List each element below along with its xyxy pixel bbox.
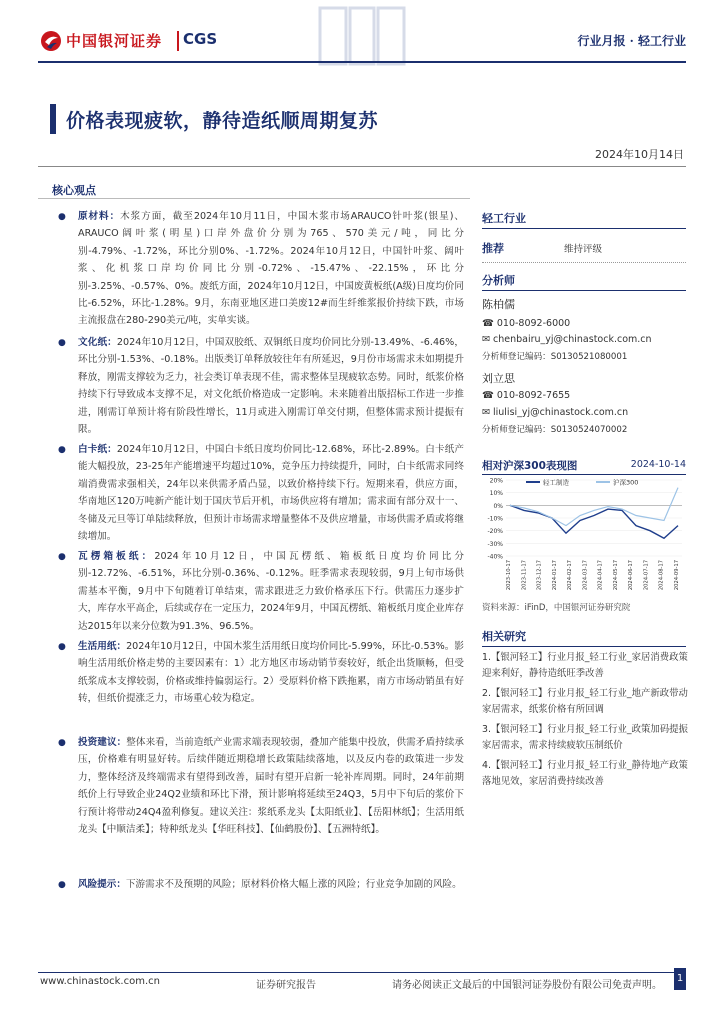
bullet-paragraph [78,548,464,635]
analyst-phone: ☎ 010-8092-7655 [482,390,571,401]
bullet-paragraph [78,734,464,838]
bullet-text: 2024年10月12日，中国瓦楞纸、箱板纸日度均价同比分别-12.72%、-6.51%，环比分别-0.36%、-0.12%。旺季需求表现较弱，9月上旬市场供需基本平衡，9月中下旬随着订单结束，需求跟进乏力致价格承压下行。供需压力逐步扩大，库存水平高企，后续或存在一定压力，2024年9月，中国瓦楞纸、箱板纸月度企业库存达2015年以来分位数为91.3%、96.5%。 [78,551,464,632]
footer-disclaimer: 请务必阅读正文最后的中国银河证券股份有限公司免责声明。 [392,980,662,991]
chart-title: 相对沪深300表现图 [482,460,578,472]
bullet-paragraph [78,208,464,330]
bullet-label: 投资建议： [78,737,127,748]
header-divider [38,61,686,63]
y-tick-label: -30% [487,540,503,548]
bullet-label: 生活用纸： [78,641,127,652]
sidebar-divider [482,646,686,647]
y-tick-label: 0% [493,502,503,510]
series-line-index [510,488,678,526]
bullet-text: 2024年10月12日，中国木浆生活用纸日度均价同比-5.99%，环比-0.53%。影响生活用纸价格走势的主要因素有：1）北方地区市场动销节奏较好，纸企出货顺畅，但受纸浆成本支撑较弱，价格或维持偏弱运行。2）受原料价格下跌拖累，南方市场动销虽有好转，但纸价提涨乏力，市场重心较为稳定。 [78,641,464,705]
bullet-text: 木浆方面，截至2024年10月11日，中国木浆市场ARAUCO针叶浆(银星)、ARAUCO阔叶浆(明星)口岸外盘价分别为765、570美元/吨，同比分别-4.79%、-1.72%，环比分别0%、-1.72%。2024年10月12日，中国针叶浆、阔叶浆、化机浆口岸均价同比分别-0.72%、-15.47%、-22.15%，环比分别-3.25%、-0.57%、0%。废纸方面，2024年10月12日，中国废黄板纸(A级)日度均价同比-6.52%，环比-1.28%。9月，东南亚地区进口美废12#而生纤维浆报价持续下跌，市场主流报盘在280-290美元/吨，实单实谈。 [78,211,464,327]
phone-icon: ☎ [482,390,497,401]
x-tick-label: 2024-07-17 [643,560,650,591]
analyst-email[interactable]: ✉ liulisi_yj@chinastock.com.cn [482,407,629,418]
sidebar-divider [482,228,686,229]
bullet-paragraph [78,638,464,708]
phone-icon: ☎ [482,318,497,329]
x-tick-label: 2024-06-17 [628,560,635,591]
bullet-marker: ● [58,338,66,348]
bullet-marker: ● [58,738,66,748]
rating-label: 推荐 [482,242,504,255]
chart-source: 资料来源：iFinD，中国银河证券研究院 [482,603,631,613]
y-tick-label: -10% [487,515,503,523]
email-icon: ✉ [482,334,493,345]
bullet-label: 原材料： [78,211,121,222]
bullet-text: 整体来看，当前造纸产业需求端表现较弱，叠加产能集中投放，供需矛盾持续承压，价格难有明显好转。后续伴随近期稳增长政策陆续落地，以及反内卷的政策进一步发力，整体经济及终端需求有望得到改善，届时有望开启新一轮补库周期。同时，24年前期纸价上行导致企业24Q2业绩和环比下滑，预计影响将延续至24Q3，5月中下旬后的浆价下行预计将带动24Q4盈利修复。建议关注：浆纸系龙头【太阳纸业】、【岳阳林纸】；生活用纸龙头【中顺洁柔】；特种纸龙头【华旺科技】、【仙鹤股份】、【五洲特纸】。 [78,737,465,836]
analyst-phone: ☎ 010-8092-6000 [482,318,571,329]
analyst-name: 刘立思 [482,372,515,385]
bullet-marker: ● [58,880,66,890]
report-date: 2024年10月14日 [595,148,684,161]
analyst-cert: 分析师登记编码：S0130524070002 [482,425,628,435]
footer-url[interactable]: www.chinastock.com.cn [40,976,160,987]
x-tick-label: 2024-05-17 [612,560,619,591]
bullet-text: 2024年10月12日，中国白卡纸日度均价同比-12.68%，环比-2.89%。白卡纸产能大幅投放，23-25年产能增速平均超过10%，竞争压力持续提升，同时，白卡纸需求同终端消费需求强相关，24年以来供需矛盾凸显，以致价格持续下行。短期来看，供应方面，华南地区120万吨新产能计划于国庆节后开机，市场供应将有增加；需求面有部分双十一、冬储及元旦等订单陆续释放，但预计市场需求增量整体不及供应增量，市场供需矛盾或将继续增加。 [78,444,465,543]
analyst-cert: 分析师登记编码：S0130521080001 [482,352,628,362]
legend-label: 轻工制造 [543,478,569,487]
analyst-name: 陈柏儒 [482,298,515,311]
y-tick-label: -20% [487,528,503,536]
title-divider [38,166,686,167]
footer-divider [38,972,686,973]
legend-label: 沪深300 [613,478,639,487]
x-tick-label: 2024-08-17 [658,560,665,591]
section-divider [38,198,470,199]
bullet-marker: ● [58,445,66,455]
bullet-paragraph [78,876,464,893]
y-tick-label: -40% [487,553,503,561]
bullet-marker: ● [58,552,66,562]
sidebar-industry: 轻工行业 [482,212,526,225]
bullet-label: 白卡纸： [78,444,117,455]
analyst-heading: 分析师 [482,274,515,287]
x-tick-label: 2024-02-17 [567,560,574,591]
bullet-text: 2024年10月12日，中国双胶纸、双铜纸日度均价同比分别-13.49%、-6.46%，环比分别-1.53%、-0.18%。出版类订单释放较往年有所延迟，9月份市场需求未如期提升释放，刚需支撑较为乏力，社会类订单表现不佳，需求整体呈现疲软态势。同时，纸浆价格持续下行导致成本支撑不足，对文化纸价格造成一定影响。未来随着出版招标工作进一步推进，刚需订单预计将有阶段性增长，11月或进入刚需订单交付期，但整体需求预计提振有限。 [78,337,465,436]
title-accent-bar [50,104,56,134]
email-icon: ✉ [482,407,493,418]
brand-logo-icon [40,30,62,52]
chart-divider [482,474,686,475]
y-tick-label: 20% [489,477,503,485]
bullet-paragraph [78,334,464,438]
bullet-label: 文化纸： [78,337,117,348]
x-tick-label: 2024-03-17 [582,560,589,591]
chart-date: 2024-10-14 [630,459,686,470]
bullet-paragraph [78,441,464,545]
bullet-label: 风险提示： [78,879,126,890]
x-tick-label: 2023-10-17 [506,560,512,591]
watermark-logo [318,6,406,66]
page-number: 1 [674,968,686,990]
x-tick-label: 2024-09-17 [674,560,680,591]
related-report-link[interactable]: 4.【银河轻工】行业月报_轻工行业_静待地产政策落地见效，家居消费持续改善 [482,760,688,787]
x-tick-label: 2024-01-17 [551,560,558,591]
related-report-link[interactable]: 2.【银河轻工】行业月报_轻工行业_地产新政带动家居需求，纸浆价格有所回调 [482,688,688,715]
bullet-text: 下游需求不及预期的风险；原材料价格大幅上涨的风险；行业竞争加剧的风险。 [125,879,462,890]
y-tick-label: 10% [489,490,503,498]
related-heading: 相关研究 [482,630,526,643]
bullet-label: 瓦楞箱板纸： [78,551,155,562]
sidebar-dotted-divider [482,262,686,263]
sidebar-divider [482,290,686,291]
x-tick-label: 2023-12-17 [536,560,543,591]
relative-performance-chart [482,476,686,598]
x-tick-label: 2024-04-17 [597,560,604,591]
rating-value: 维持评级 [564,244,603,255]
analyst-email[interactable]: ✉ chenbairu_yj@chinastock.com.cn [482,334,652,345]
brand-name: 中国银河证券 [66,32,163,50]
report-title: 价格表现疲软，静待造纸顺周期复苏 [66,110,379,132]
bullet-marker: ● [58,642,66,652]
brand-divider [177,31,179,51]
bullet-marker: ● [58,212,66,222]
related-report-link[interactable]: 1.【银河轻工】行业月报_轻工行业_家居消费政策迎来利好，静待造纸旺季改善 [482,652,688,679]
x-tick-label: 2023-11-17 [521,560,528,591]
footer-doc-type: 证券研究报告 [256,980,316,991]
brand-code: CGS [183,30,218,48]
report-type: 行业月报 · 轻工行业 [577,34,686,48]
related-report-link[interactable]: 3.【银河轻工】行业月报_轻工行业_政策加码提振家居需求，需求持续疲软压制纸价 [482,724,688,751]
section-title: 核心观点 [52,184,96,197]
